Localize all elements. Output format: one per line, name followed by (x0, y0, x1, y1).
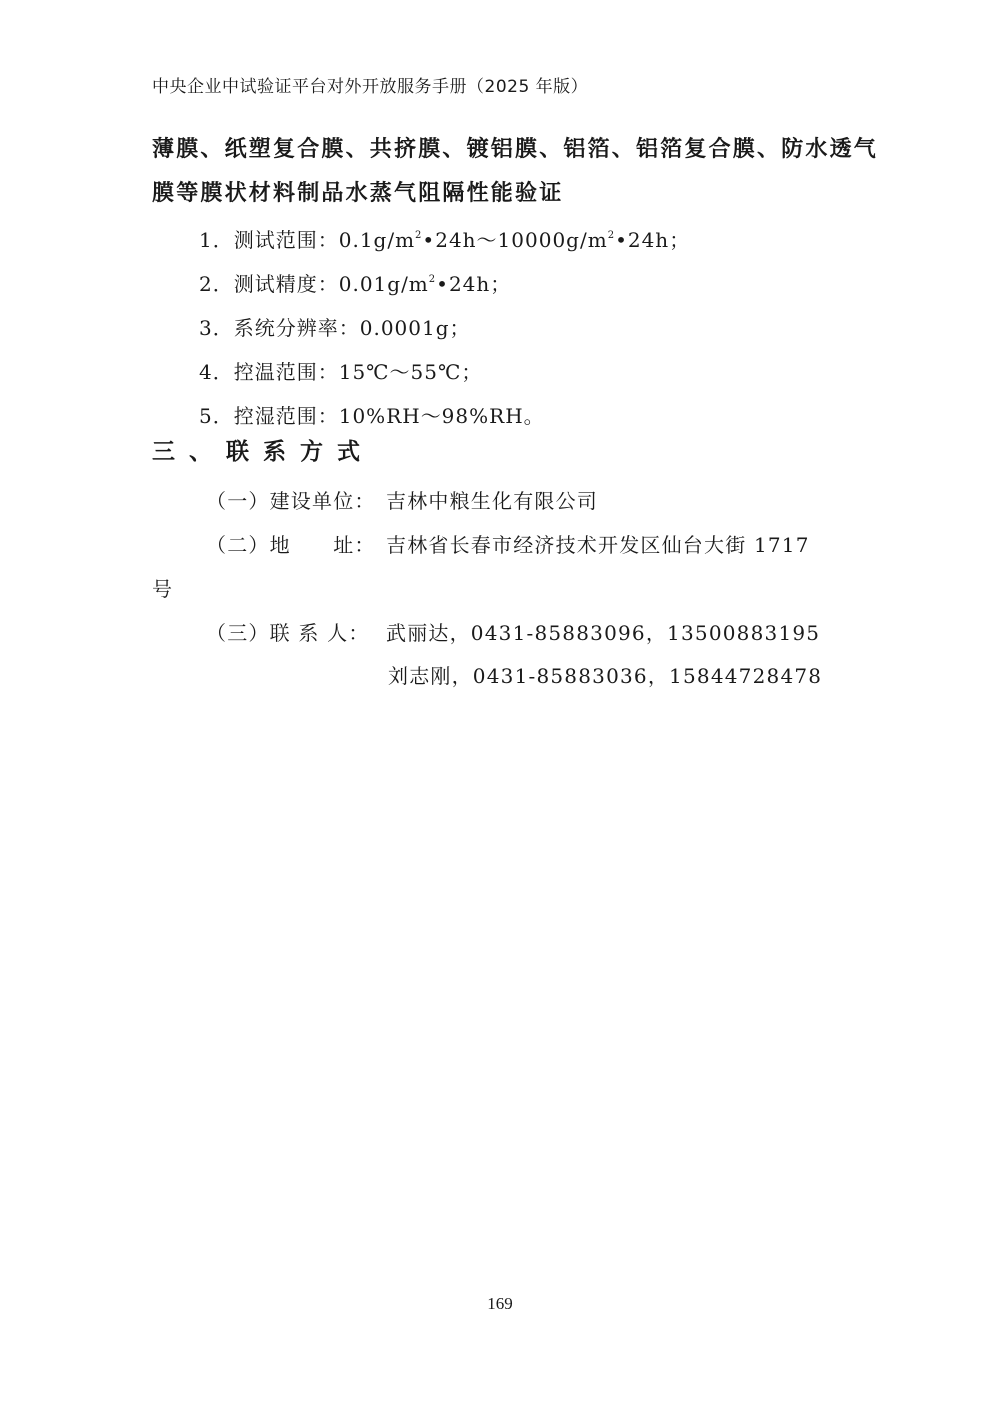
contact-address-value: 吉林省长春市经济技术开发区仙台大街 1717 (386, 533, 810, 557)
param-number: 3． (199, 316, 234, 340)
contact-person (206, 617, 820, 646)
contact-address-label: （二）地 址： (206, 533, 376, 557)
contact-unit-value: 吉林中粮生化有限公司 (386, 489, 598, 513)
contact-heading: 三、联系方式 (152, 439, 374, 465)
param-number: 5． (199, 404, 234, 428)
param-value: •24h； (436, 272, 512, 296)
contact-unit (206, 485, 598, 514)
contact-person-label: （三）联 系 人： (206, 621, 370, 645)
param-number: 1． (199, 228, 234, 252)
param-label: 控温范围： (233, 360, 339, 384)
superscript: 2 (415, 230, 423, 241)
param-number: 2． (199, 272, 234, 296)
superscript: 2 (428, 274, 437, 285)
param-label: 测试范围： (233, 228, 339, 252)
param-number: 4． (199, 360, 234, 384)
param-temperature-range (199, 356, 482, 385)
contact-address-wrap: 号 (152, 577, 172, 601)
param-humidity-range (199, 400, 545, 429)
param-test-range (199, 224, 690, 253)
contact-person-2: 刘志刚，0431-85883036，15844728478 (388, 664, 823, 688)
page-number: 169 (487, 1294, 513, 1313)
param-test-precision (199, 268, 511, 297)
param-label: 控湿范围： (233, 404, 339, 428)
page-header: 中央企业中试验证平台对外开放服务手册（2025 年版） (152, 77, 589, 97)
param-value: •24h； (615, 228, 691, 252)
param-value: 0.01g/m (338, 272, 429, 296)
contact-address (206, 529, 810, 558)
param-value: 10%RH～98%RH。 (338, 404, 545, 428)
param-system-resolution (199, 312, 471, 341)
superscript: 2 (607, 230, 616, 241)
section-title-line-1: 薄膜、纸塑复合膜、共挤膜、镀铝膜、铝箔、铝箔复合膜、防水透气 (152, 137, 879, 162)
param-value: 15℃～55℃； (338, 360, 483, 384)
param-value: •24h～10000g/m (422, 228, 608, 252)
section-title-line-2: 膜等膜状材料制品水蒸气阻隔性能验证 (152, 181, 564, 206)
param-label: 系统分辨率： (233, 316, 360, 340)
param-value: 0.1g/m (338, 228, 416, 252)
param-label: 测试精度： (233, 272, 339, 296)
param-value: 0.0001g； (359, 316, 471, 340)
contact-unit-label: （一）建设单位： (206, 489, 376, 513)
contact-person-1: 武丽达，0431-85883096，13500883195 (386, 621, 821, 645)
